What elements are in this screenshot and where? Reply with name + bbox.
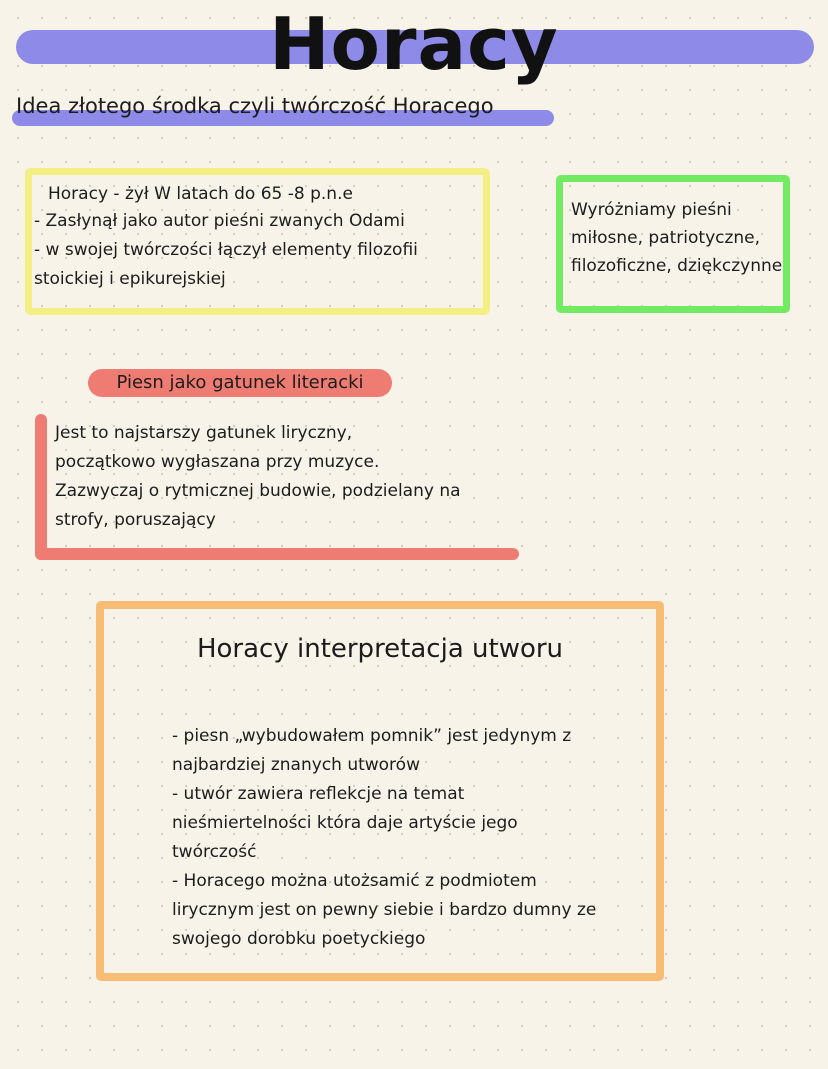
genre-line: Zazwyczaj o rytmicznej budowie, podzielany na (55, 481, 461, 501)
genre-bracket-vertical (35, 414, 47, 560)
interpretation-line: - utwór zawiera reflekcje na temat (172, 784, 465, 804)
page-title: Horacy (269, 2, 559, 86)
bio-box (25, 168, 490, 315)
interpretation-line: najbardziej znanych utworów (172, 755, 420, 775)
interpretation-line: - Horacego można utożsamić z podmiotem (172, 871, 537, 891)
genre-heading-pill (88, 369, 392, 397)
genre-line: Jest to najstarszy gatunek liryczny, (55, 423, 353, 443)
genre-heading: Piesn jako gatunek literacki (116, 372, 364, 393)
bio-line: stoickiej i epikurejskiej (34, 269, 226, 289)
genre-line: strofy, poruszający (55, 510, 216, 530)
interpretation-title: Horacy interpretacja utworu (196, 634, 564, 664)
interpretation-line: nieśmiertelności która daje artyście jego (172, 813, 518, 833)
bio-line: - w swojej twórczości łączył elementy filozofii (34, 240, 418, 260)
interpretation-box (96, 601, 664, 981)
interpretation-line: twórczość (172, 842, 257, 862)
interpretation-line: lirycznym jest on pewny siebie i bardzo dumny ze (172, 900, 597, 920)
interpretation-line: swojego dorobku poetyckiego (172, 929, 426, 949)
bio-line: - Zasłynął jako autor pieśni zwanych Odami (34, 211, 405, 231)
bio-line: Horacy - żył W latach do 65 -8 p.n.e (48, 184, 353, 204)
genre-line: początkowo wygłaszana przy muzyce. (55, 452, 380, 472)
interpretation-line: - piesn „wybudowałem pomnik” jest jedynym z (172, 726, 572, 746)
page-subtitle: Idea złotego środka czyli twórczość Horacego (16, 94, 494, 118)
song-types-text: Wyróżniamy pieśni miłosne, patriotyczne, filozoficzne, dziękczynne (571, 200, 783, 276)
song-types-box (556, 175, 790, 313)
genre-bracket-horizontal (35, 548, 519, 560)
